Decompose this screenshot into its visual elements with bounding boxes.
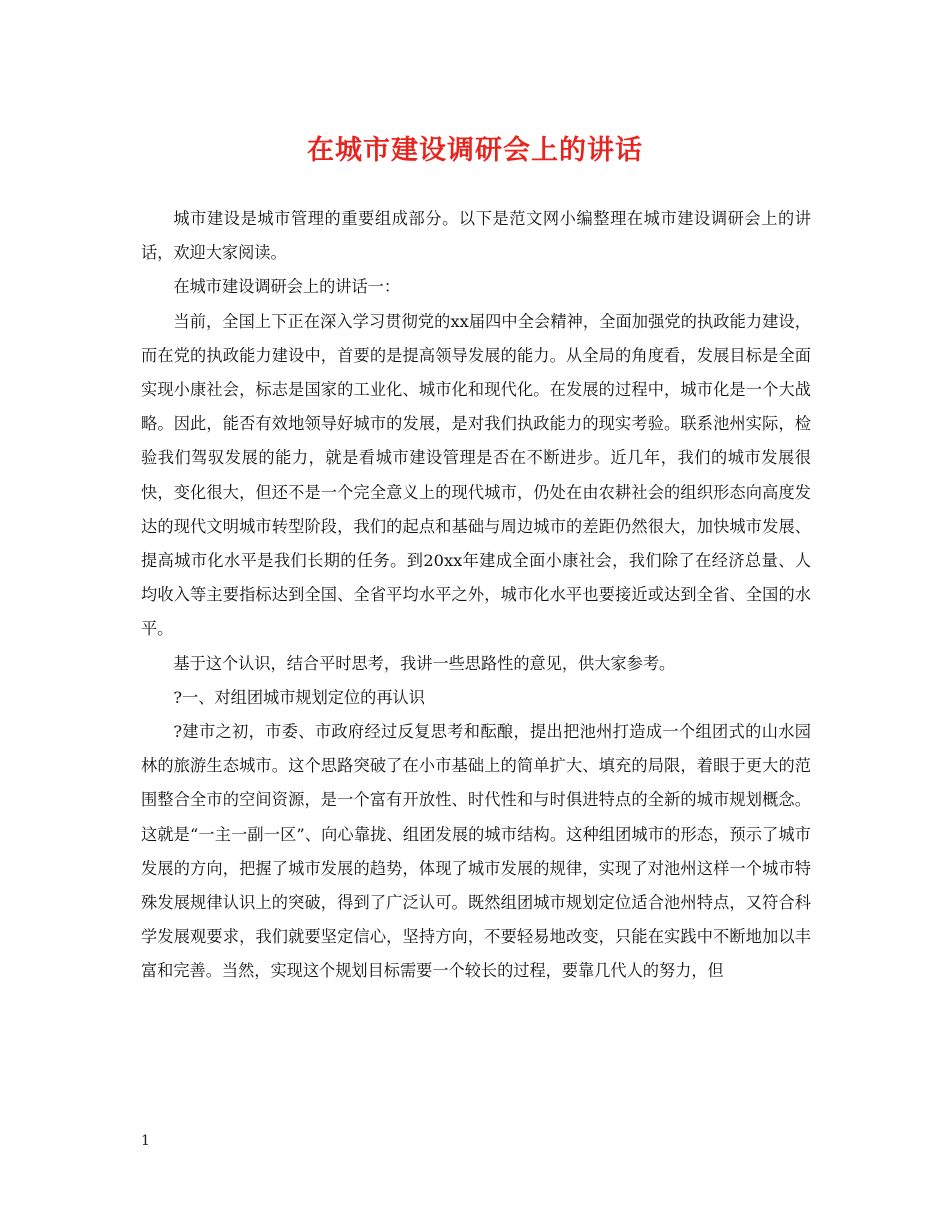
paragraph-current-situation: 当前，全国上下正在深入学习贯彻党的xx届四中全会精神，全面加强党的执政能力建设，而在党的执政能力建设中，首要的是提高领导发展的能力。从全局的角度看，发展目标是全面实现小康社会，标志是国家的工业化、城市化和现代化。在发展的过程中，城市化是一个大战略。因此，能否有效地领导好城市的发展，是对我们执政能力的现实考验。联系池州实际，检验我们驾驭发展的能力，就是看城市建设管理是否在不断进步。近几年，我们的城市发展很快，变化很大，但还不是一个完全意义上的现代城市，仍处在由农耕社会的组织形态向高度发达的现代文明城市转型阶段，我们的起点和基础与周边城市的差距仍然很大，加快城市发展、提高城市化水平是我们长期的任务。到20xx年建成全面小康社会，我们除了在经济总量、人均收入等主要指标达到全国、全省平均水平之外，城市化水平也要接近或达到全省、全国的水平。	[141, 311, 811, 639]
paragraph-section-one-heading: ?一、对组团城市规划定位的再认识	[173, 687, 425, 707]
paragraph-speech-heading: 在城市建设调研会上的讲话一：	[173, 277, 401, 297]
document-body	[141, 202, 811, 989]
document-title: 在城市建设调研会上的讲话	[307, 135, 643, 166]
paragraph-intro: 城市建设是城市管理的重要组成部分。以下是范文网小编整理在城市建设调研会上的讲话，欢迎大家阅读。	[141, 209, 811, 263]
paragraph-opinion-intro: 基于这个认识，结合平时思考，我讲一些思路性的意见，供大家参考。	[173, 653, 676, 673]
paragraph-section-one-body: ?建市之初，市委、市政府经过反复思考和酝酿，提出把池州打造成一个组团式的山水园林的旅游生态城市。这个思路突破了在小市基础上的简单扩大、填充的局限，着眼于更大的范围整合全市的空间资源，是一个富有开放性、时代性和与时俱进特点的全新的城市规划概念。这就是“一主一副一区”、向心靠拢、组团发展的城市结构。这种组团城市的形态，预示了城市发展的方向，把握了城市发展的趋势，体现了城市发展的规律，实现了对池州这样一个城市特殊发展规律认识上的突破，得到了广泛认可。既然组团城市规划定位适合池州特点，又符合科学发展观要求，我们就要坚定信心，坚持方向，不要轻易地改变，只能在实践中不断地加以丰富和完善。当然，实现这个规划目标需要一个较长的过程，要靠几代人的努力，但	[141, 722, 811, 981]
page-number: 1	[141, 1133, 150, 1149]
